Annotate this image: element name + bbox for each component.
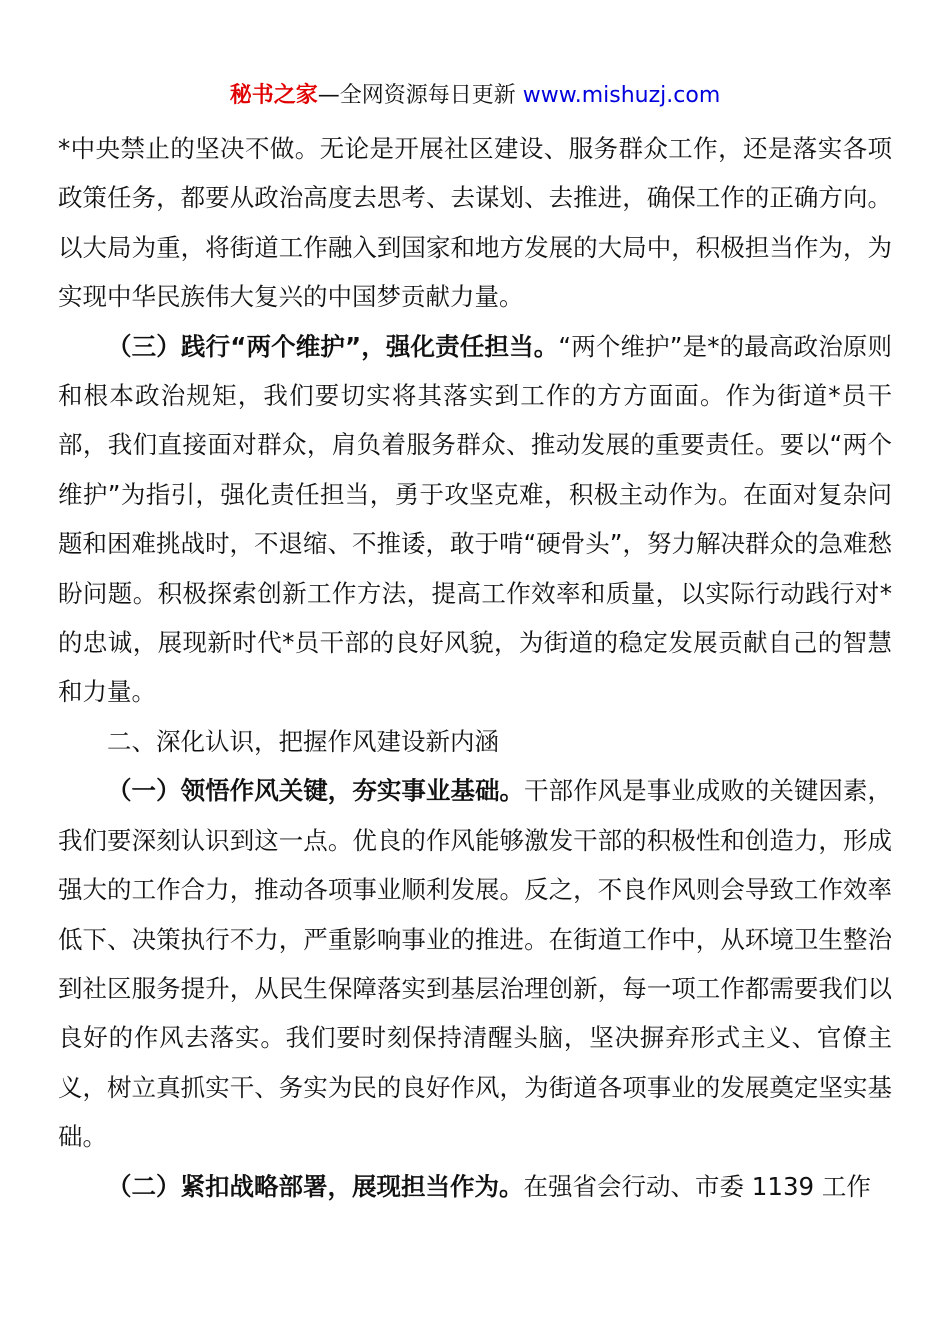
paragraph-text: “两个维护”是*的最高政治原则和根本政治规矩，我们要切实将其落实到工作的方方面面。作为街道*员干部，我们直接面对群众，肩负着服务群众、推动发展的重要责任。要以“两个维护”为指引，强化责任担当，勇于攻坚克难，积极主动作为。在面对复杂问题和困难挑战时，不退缩、不推诿，敢于啃“硬骨头”，努力解决群众的急难愁盼问题。积极探索创新工作方法，提高工作效率和质量，以实际行动践行对*的忠诚，展现新时代*员干部的良好风貌，为街道的稳定发展贡献自己的智慧和力量。 — [58, 331, 892, 707]
subsection-heading: （三）践行“两个维护”，强化责任担当。 — [107, 331, 559, 361]
header-url[interactable]: www.mishuzj.com — [522, 83, 721, 108]
paragraph-subsection-2 — [58, 1162, 892, 1211]
site-watermark-header — [0, 80, 950, 112]
paragraph-subsection-1 — [58, 766, 892, 1161]
paragraph-continuation — [58, 124, 892, 322]
paragraph-text: 在强省会行动、市委 1139 工作 — [523, 1171, 871, 1201]
paragraph-text: *中央禁止的坚决不做。无论是开展社区建设、服务群众工作，还是落实各项政策任务，都要从政治高度去思考、去谋划、去推进，确保工作的正确方向。以大局为重，将街道工作融入到国家和地方发展的大局中，积极担当作为，为实现中华民族伟大复兴的中国梦贡献力量。 — [58, 134, 892, 312]
header-tagline: —全网资源每日更新 — [317, 83, 523, 108]
section-heading-2 — [58, 717, 892, 766]
brand-name: 秘书之家 — [229, 83, 318, 108]
subsection-heading: （二）紧扣战略部署，展现担当作为。 — [107, 1171, 524, 1201]
section-heading-text: 二、深化认识，把握作风建设新内涵 — [107, 726, 499, 756]
subsection-heading: （一）领悟作风关键，夯实事业基础。 — [107, 776, 525, 806]
paragraph-text: 干部作风是事业成败的关键因素，我们要深刻认识到这一点。优良的作风能够激发干部的积极性和创造力，形成强大的工作合力，推动各项事业顺利发展。反之，不良作风则会导致工作效率低下、决策执行不力，严重影响事业的推进。在街道工作中，从环境卫生整治到社区服务提升，从民生保障落实到基层治理创新，每一项工作都需要我们以良好的作风去落实。我们要时刻保持清醒头脑，坚决摒弃形式主义、官僚主义，树立真抓实干、务实为民的良好作风，为街道各项事业的发展奠定坚实基础。 — [58, 776, 892, 1152]
paragraph-subsection-3 — [58, 322, 892, 717]
document-body — [58, 124, 892, 1211]
